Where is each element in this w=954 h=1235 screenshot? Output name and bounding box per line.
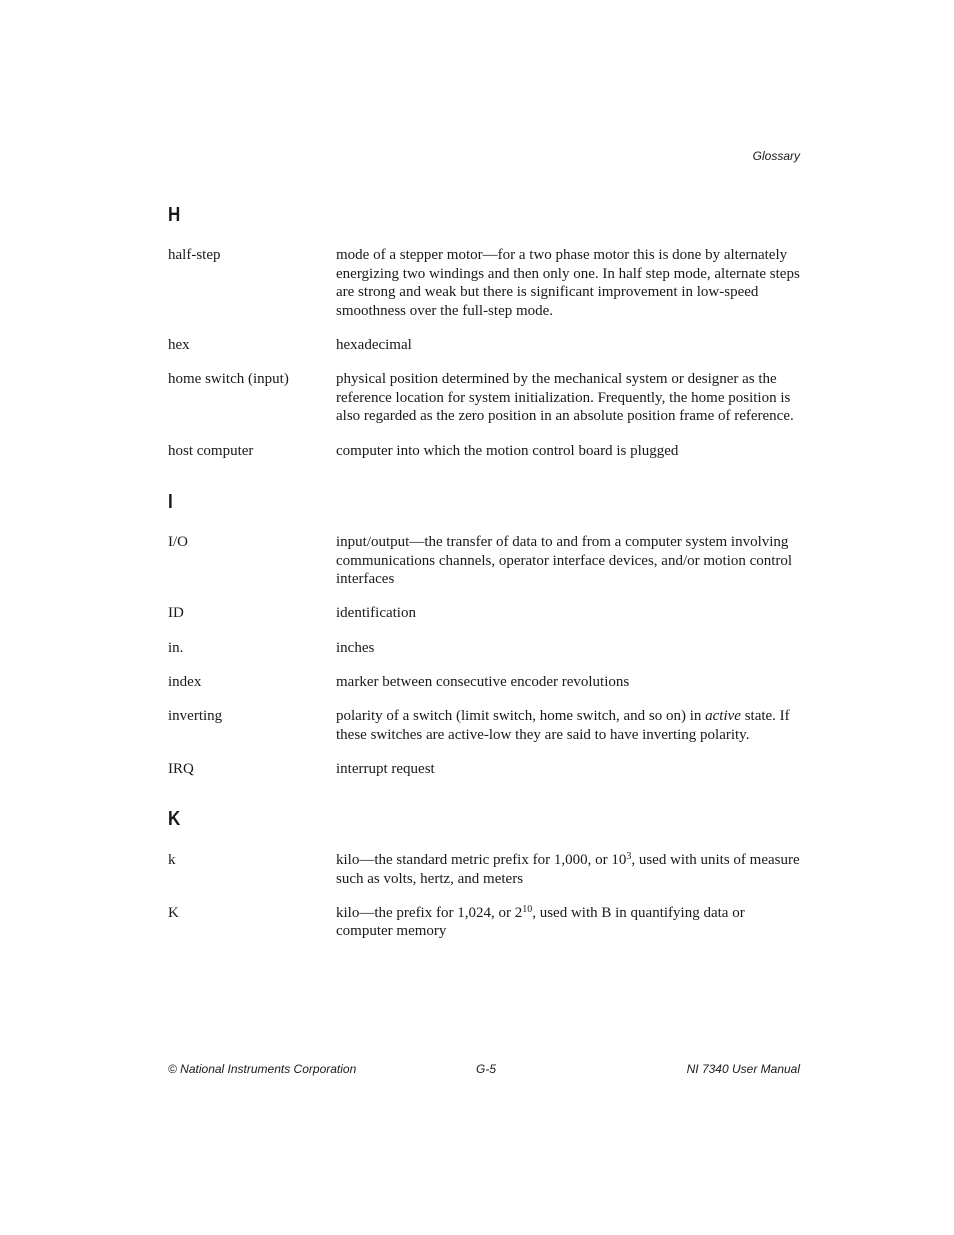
glossary-definition: hexadecimal xyxy=(336,336,412,353)
definition-text: , used with B in quantifying data or computer memory xyxy=(336,904,745,940)
section-letter-k: K xyxy=(168,808,181,830)
glossary-term: K xyxy=(168,904,179,921)
glossary-entry xyxy=(168,442,804,461)
glossary-definition: interrupt request xyxy=(336,760,435,777)
glossary-entry xyxy=(168,707,804,744)
glossary-term: k xyxy=(168,852,176,868)
glossary-term: home switch (input) xyxy=(168,371,289,388)
glossary-entry xyxy=(168,760,804,779)
glossary-definition: marker between consecutive encoder revolutions xyxy=(336,673,630,690)
glossary-entry xyxy=(168,370,804,426)
footer-copyright: © National Instruments Corporation xyxy=(168,1062,357,1076)
glossary-term: index xyxy=(168,673,202,690)
definition-emphasis: active xyxy=(705,707,741,724)
glossary-entry xyxy=(168,639,804,658)
glossary-section-k xyxy=(168,851,804,941)
definition-text: state. If these switches are active-low they are said to have inverting polarity. xyxy=(336,707,790,743)
glossary-term: in. xyxy=(168,639,184,656)
glossary-definition: input/output—the transfer of data to and from a computer system involving communications channels, operator interface devices, and/or motion control interfaces xyxy=(336,534,793,588)
definition-superscript: 10 xyxy=(522,903,533,915)
glossary-term: inverting xyxy=(168,707,223,724)
glossary-section-i xyxy=(168,533,804,778)
glossary-entry xyxy=(168,851,804,888)
running-header: Glossary xyxy=(752,149,800,163)
glossary-term: half-step xyxy=(168,247,221,263)
glossary-entry xyxy=(168,673,804,692)
glossary-definition: identification xyxy=(336,605,416,622)
glossary-entry xyxy=(168,336,804,355)
definition-text: kilo—the prefix for 1,024, or 2 xyxy=(336,904,523,921)
glossary-entry xyxy=(168,533,804,589)
glossary-term: hex xyxy=(168,336,190,353)
glossary-section-h xyxy=(168,246,804,460)
glossary-definition: mode of a stepper motor—for a two phase motor this is done by alternately energizing two windings and then only one. In half step mode, alternate steps are strong and weak but there is significant improvement in low-speed smoothness over the full-step mode. xyxy=(336,247,800,319)
glossary-definition xyxy=(336,904,802,941)
glossary-entry xyxy=(168,904,804,941)
glossary-term: ID xyxy=(168,605,184,622)
glossary-term: host computer xyxy=(168,442,254,459)
glossary-definition xyxy=(336,707,802,744)
glossary-entry xyxy=(168,604,804,623)
glossary-definition: physical position determined by the mechanical system or designer as the reference location for system initialization. Frequently, the home position is also regarded as the zero position in an absolute position frame of reference. xyxy=(336,371,794,425)
definition-text: , used with units of measure such as volts, hertz, and meters xyxy=(336,852,800,887)
section-letter-i: I xyxy=(168,491,173,513)
glossary-definition xyxy=(336,851,802,888)
section-letter-h: H xyxy=(168,204,181,226)
definition-superscript: 3 xyxy=(626,851,632,862)
definition-text: kilo—the standard metric prefix for 1,000, or 10 xyxy=(336,852,627,868)
glossary-term: I/O xyxy=(168,534,188,550)
glossary-term: IRQ xyxy=(168,760,194,777)
page-number: G-5 xyxy=(476,1062,497,1076)
manual-title: NI 7340 User Manual xyxy=(686,1062,800,1076)
definition-text: polarity of a switch (limit switch, home switch, and so on) in xyxy=(336,707,706,724)
glossary-definition: inches xyxy=(336,639,375,656)
glossary-definition: computer into which the motion control board is plugged xyxy=(336,442,679,459)
glossary-entry xyxy=(168,246,804,320)
